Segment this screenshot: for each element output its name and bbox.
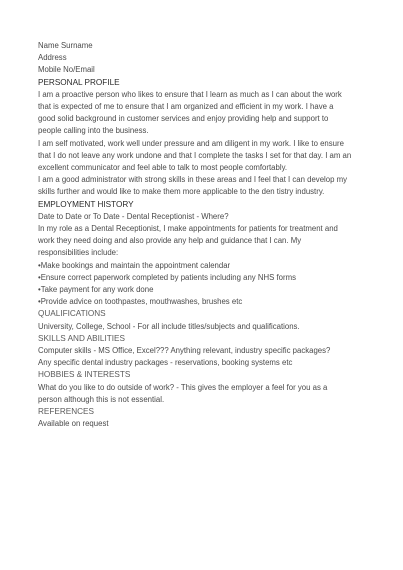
employment-history-heading: EMPLOYMENT HISTORY [38,199,134,209]
references-heading: REFERENCES [38,407,94,417]
skills-line: Computer skills - MS Office, Excel??? Anything relevant, industry specific packages? [38,346,331,356]
profile-line: good solid background in customer services and enjoy providing help and support to [38,114,329,124]
responsibility-bullet: •Ensure correct paperwork completed by patients including any NHS forms [38,272,296,282]
personal-profile-heading: PERSONAL PROFILE [38,77,120,87]
employment-line: work they need doing and also provide any help and guidance that I can. My [38,236,302,246]
responsibility-bullet: •Provide advice on toothpastes, mouthwashes, brushes etc [38,297,243,307]
employment-line: In my role as a Dental Receptionist, I make appointments for patients for treatment and [38,224,338,234]
skills-line: Any specific dental industry packages - reservations, booking systems etc [38,358,293,368]
hobbies-line: person although this is not essential. [38,394,165,404]
cv-content [38,40,373,431]
name-line: Name Surname [38,41,93,50]
profile-line: that I do not leave any work undone and that I complete the tasks I set for that day. I am an [38,150,352,160]
employment-line: Date to Date or To Date - Dental Receptionist - Where? [38,211,229,221]
profile-line: people calling into the business. [38,126,149,136]
responsibility-bullet: •Make bookings and maintain the appointment calendar [38,260,231,270]
qualifications-heading: QUALIFICATIONS [38,309,106,319]
profile-line: that is expected of me to ensure that I am organized and efficient in my work. I have a [38,102,334,112]
contact-line: Mobile No/Email [38,65,95,75]
hobbies-line: What do you like to do outside of work? - This gives the employer a feel for you as a [38,382,328,392]
address-line: Address [38,53,67,63]
profile-line: skills further and would like to make them more applicable to the den tistry industry. [38,187,325,197]
qualifications-line: University, College, School - For all include titles/subjects and qualifications. [38,321,300,331]
hobbies-heading: HOBBIES & INTERESTS [38,370,131,380]
profile-line: I am a good administrator with strong skills in these areas and I feel that I can develop my [38,175,348,185]
employment-line: responsibilities include: [38,248,119,258]
profile-line: excellent communicator and feel able to talk to most people comfortably. [38,163,288,173]
references-line: Available on request [38,419,109,429]
responsibility-bullet: •Take payment for any work done [38,285,154,295]
skills-heading: SKILLS AND ABILITIES [38,333,125,343]
profile-line: I am a proactive person who likes to ensure that I learn as much as I can about the work [38,89,342,99]
profile-line: I am self motivated, work well under pressure and am diligent in my work. I like to ensure [38,138,344,148]
